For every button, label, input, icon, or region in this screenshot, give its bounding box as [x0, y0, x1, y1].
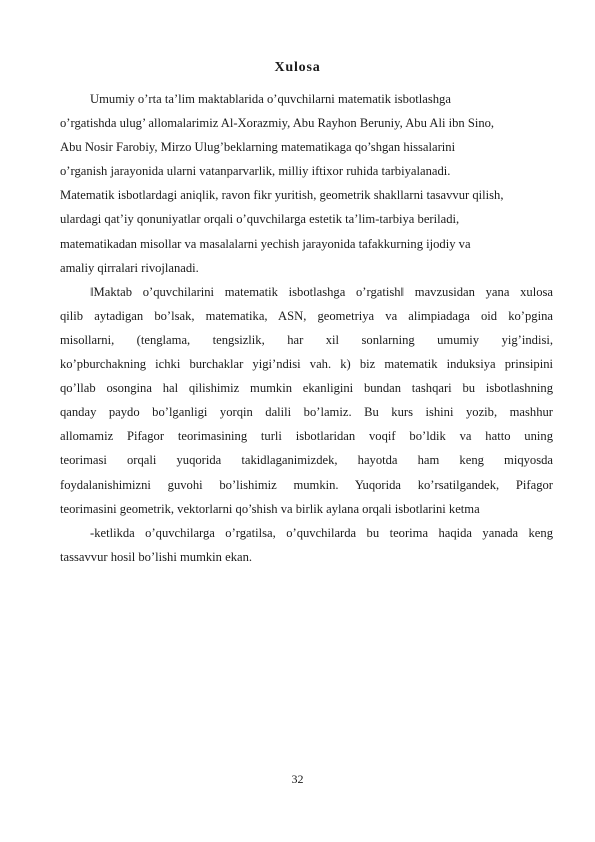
intro-line: o’rganish jarayonida ularni vatanparvarlik, milliy iftixor ruhida tarbiyalanadi. [60, 164, 451, 179]
final-line: tassavvur hosil bo’lishi mumkin ekan. [60, 549, 253, 564]
main-line: teorimasi orqali yuqorida takidlaganimizdek, hayotda ham keng miqyosda [60, 453, 553, 468]
main-line: ko’pburchakning ichki burchaklar yigi’ndisi vah. k) biz matematik induksiya prinsipini [60, 357, 553, 372]
main-line: allomamiz Pifagor teorimasining turli isbotlaridan voqif bo’ldik va hatto uning [60, 429, 553, 444]
main-line: qo’llab osongina hal qilishimiz mumkin ekanligini bundan tashqari bu isbotlashning [60, 381, 553, 396]
main-line: foydalanishimizni guvohi bo’lishimiz mumkin. Yuqorida ko’rsatilgandek, Pifagor [60, 477, 553, 492]
main-line: teorimasini geometrik, vektorlarni qo’shish va birlik aylana orqali isbotlarini ketma [60, 501, 480, 516]
intro-line: ulardagi qat’iy qonuniyatlar orqali o’quvchilarga estetik ta’lim-tarbiya beriladi, [60, 212, 460, 227]
document-body [60, 87, 553, 569]
page-title: Xulosa [274, 60, 321, 75]
main-line: misollarni, (tenglama, tengsizlik, har xil sonlarning umumiy yig’indisi, [60, 332, 553, 347]
main-line: qilib aytadigan bo’lsak, matematika, ASN, geometriya va alimpiadaga oid ko’pgina [60, 308, 553, 323]
intro-line: amaliy qirralari rivojlanadi. [60, 260, 199, 275]
final-line: -ketlikda o’quvchilarga o’rgatilsa, o’quvchilarda bu teorima haqida yanada keng [90, 525, 553, 540]
intro-line: o’rgatishda ulug’ allomalarimiz Al-Xorazmiy, Abu Rayhon Beruniy, Abu Ali ibn Sino, [60, 116, 495, 131]
intro-line: matematikadan misollar va masalalarni yechish jarayonida tafakkurning ijodiy va [60, 236, 471, 251]
intro-line: Matematik isbotlardagi aniqlik, ravon fikr yuritish, geometrik shakllarni tasavvur qilish, [60, 188, 504, 203]
intro-line: Abu Nosir Farobiy, Mirzo Ulug’beklarning matematikaga qo’shgan hissalarini [60, 140, 456, 155]
main-line: ‖Maktab o’quvchilarini matematik isbotlashga o’rgatish‖ mavzusidan yana xulosa [90, 284, 553, 299]
intro-line: Umumiy o’rta ta’lim maktablarida o’quvchilarni matematik isbotlashga [90, 92, 451, 106]
main-line: qanday paydo bo’lganligi yorqin dalili bo’lamiz. Bu kurs ishini yozib, mashhur [60, 405, 553, 420]
page-number: 32 [291, 772, 304, 786]
